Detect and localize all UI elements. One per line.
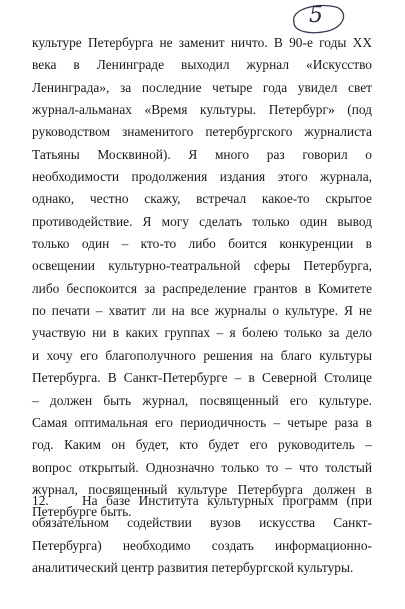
page-number-handwritten (286, 2, 346, 34)
text-line: Ленинграда», за последние четыре года увидел свет (32, 79, 372, 95)
text-line: На базе Института культурных программ (при (82, 493, 372, 508)
text-line: однако, честно скажу, встречал какое-то скрытое (32, 191, 372, 207)
text-line: участвую ни в каких группах – я болею только за дело (32, 325, 372, 341)
text-line: Татьяны Москвиной). Я много раз говорил о (32, 146, 372, 162)
text-line: освещении культурно-театральной сферы Петербурга, (32, 258, 372, 274)
text-line: культуре Петербурга не заменит ничто. В 90-е годы XX (32, 35, 372, 50)
text-line: Самая оптимальная его периодичность – четыре раза в (32, 414, 372, 430)
text-line: журнал, посвященный культуре Петербурга должен в (32, 481, 372, 497)
text-line: по печати – хватит ли на все журналы о культуре. Я не (32, 303, 372, 319)
text-line: – должен быть журнал, посвященный его культуре. (32, 392, 372, 408)
text-line: руководством знаменитого петербургского журналиста (32, 124, 372, 140)
list-item-number: 12. (32, 493, 49, 508)
text-line: аналитический центр развития петербургской культуры. (32, 560, 354, 576)
text-line: обязательном содействии вузов искусства Санкт- (32, 515, 372, 531)
list-item-12-text (32, 490, 372, 579)
text-line: вопрос открытый. Однозначно только то – что толстый (32, 459, 372, 475)
paragraph-main (32, 32, 372, 524)
text-line: только один – кто-то либо боится конкуренции в (32, 236, 372, 252)
text-line: противодействие. Я могу сделать только один вывод (32, 213, 372, 229)
text-line: журнал-альманах «Время культуры. Петербург» (под (32, 102, 372, 118)
page-number-text: 5 (309, 3, 323, 28)
text-line: год. Каким он будет, кто будет его руководитель – (32, 437, 372, 453)
text-line: либо беспокоится за распределение грантов в Комитете (32, 280, 372, 296)
text-line: необходимости продолжения издания этого журнала, (32, 169, 372, 185)
text-line: Петербурга. В Санкт-Петербурге – в Северной Столице (32, 370, 372, 386)
text-line: века в Ленинграде выходил журнал «Искусство (32, 57, 372, 73)
text-line: Петербурга) необходимо создать информационно- (32, 537, 372, 553)
text-line: и хочу его благополучного решения на благо культуры (32, 347, 372, 363)
text-line: Петербурге быть. (32, 504, 132, 520)
